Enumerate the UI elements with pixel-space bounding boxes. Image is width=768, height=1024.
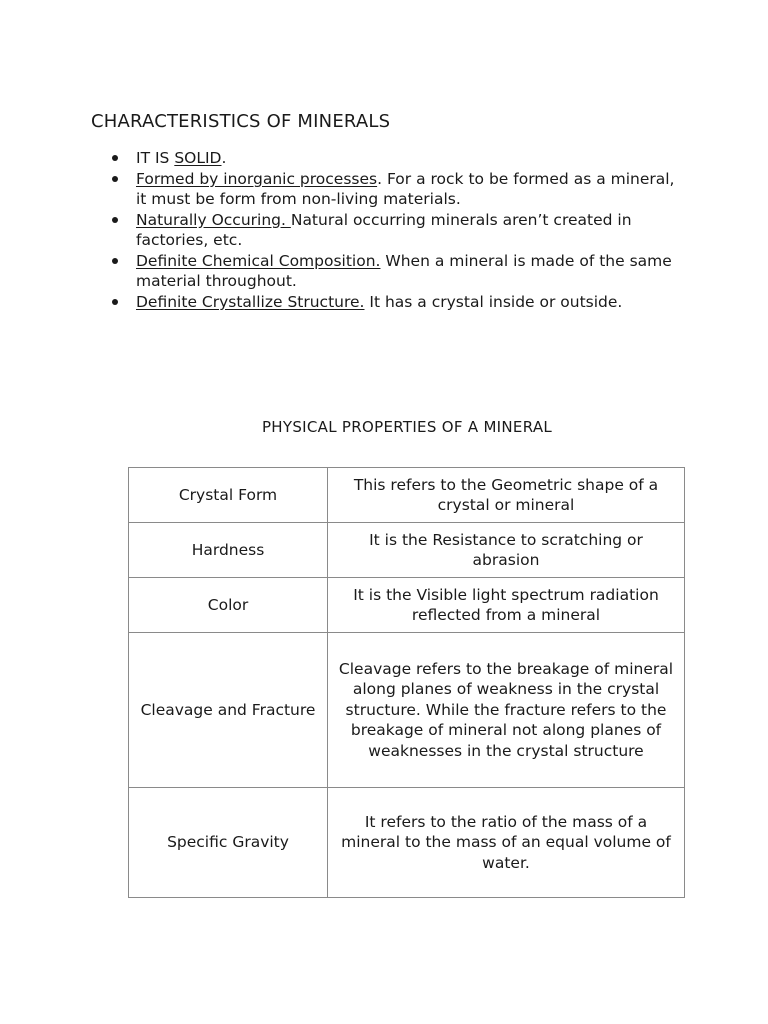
table-row bbox=[129, 788, 685, 898]
bullet-term: SOLID bbox=[174, 149, 222, 167]
list-item bbox=[109, 169, 689, 210]
bullet-icon bbox=[112, 176, 118, 182]
table-row bbox=[129, 468, 685, 523]
property-name: Color bbox=[129, 578, 328, 633]
bullet-lead: IT IS bbox=[136, 149, 175, 167]
property-description: It is the Resistance to scratching or abrasion bbox=[328, 523, 685, 578]
property-name: Crystal Form bbox=[129, 468, 328, 523]
list-item bbox=[109, 292, 689, 313]
bullet-term: Formed by inorganic processes bbox=[136, 169, 378, 188]
bullet-icon bbox=[112, 155, 118, 161]
property-name: Hardness bbox=[129, 523, 328, 578]
property-description: It is the Visible light spectrum radiation reflected from a mineral bbox=[328, 578, 685, 633]
bullet-icon bbox=[112, 299, 118, 305]
bullet-text: . For a rock to be formed as a mineral, it must be form from non-living materials. bbox=[136, 169, 675, 208]
bullet-text: When a mineral is made of the same material throughout. bbox=[136, 251, 672, 290]
property-name: Specific Gravity bbox=[129, 788, 328, 898]
bullet-text: It has a crystal inside or outside. bbox=[364, 292, 623, 311]
bullet-icon bbox=[112, 258, 118, 264]
bullet-term: Definite Crystallize Structure. bbox=[136, 292, 365, 311]
section-title: PHYSICAL PROPERTIES OF A MINERAL bbox=[261, 418, 553, 436]
characteristics-list bbox=[109, 148, 689, 312]
bullet-term: Naturally Occuring. bbox=[136, 210, 291, 229]
table-row bbox=[129, 633, 685, 788]
bullet-icon bbox=[112, 217, 118, 223]
bullet-term: Definite Chemical Composition. bbox=[136, 251, 381, 270]
page-title: CHARACTERISTICS OF MINERALS bbox=[91, 111, 391, 132]
list-item bbox=[109, 251, 689, 292]
table-row bbox=[129, 523, 685, 578]
properties-table bbox=[128, 467, 685, 898]
list-item bbox=[109, 210, 689, 251]
property-description: It refers to the ratio of the mass of a mineral to the mass of an equal volume of water. bbox=[328, 788, 685, 898]
table-row bbox=[129, 578, 685, 633]
property-description: This refers to the Geometric shape of a crystal or mineral bbox=[328, 468, 685, 523]
bullet-text: . bbox=[221, 149, 227, 167]
bullet-text: Natural occurring minerals aren’t created in factories, etc. bbox=[136, 210, 632, 249]
list-item bbox=[109, 148, 689, 169]
property-description: Cleavage refers to the breakage of mineral along planes of weakness in the crystal structure. While the fracture refers to the breakage of mineral not along planes of weaknesses in the crystal structure bbox=[328, 633, 685, 788]
property-name: Cleavage and Fracture bbox=[129, 633, 328, 788]
